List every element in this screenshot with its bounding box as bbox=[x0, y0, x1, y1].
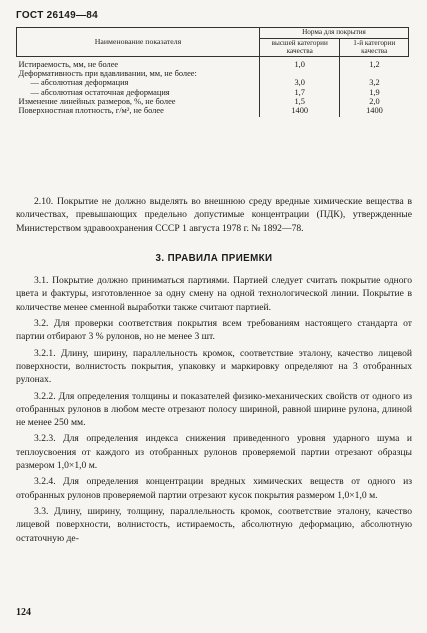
table-row bbox=[17, 57, 409, 70]
section-title: 3. ПРАВИЛА ПРИЕМКИ bbox=[155, 252, 273, 264]
paragraph-2-10: 2.10. Покрытие не должно выделять во внешнюю среду вредные химические вещества в количествах, превышающих предельно допустимые концентрации (ПДК), утвержденные Министерством здравоохранения СССР 1 августа 1978 г. № 1892—78. bbox=[16, 196, 412, 234]
row-first-value: 1400 bbox=[366, 105, 383, 115]
norms-table bbox=[16, 27, 409, 117]
col-header-norm: Норма для покрытия bbox=[260, 28, 409, 39]
row-first-value: 1,9 bbox=[369, 87, 380, 97]
table-row bbox=[17, 88, 409, 97]
paragraph-3-2-2: 3.2.2. Для определения толщины и показателей физико-механических свойств от одного из отобранных рулонов в любом месте отрезают полосу шириной, равной ширине рулона, длиной не менее 250 мм. bbox=[16, 390, 412, 429]
table-row bbox=[17, 97, 409, 106]
row-name: Изменение линейных размеров, %, не более bbox=[17, 97, 260, 106]
col-header-name: Наименование показателя bbox=[17, 28, 260, 57]
table-row bbox=[17, 106, 409, 117]
body-text bbox=[16, 195, 412, 548]
paragraph-3-2-3: 3.2.3. Для определения индекса снижения приведенного уровня ударного шума и теплоусвоения от каждого из отобранных рулонов проверяемой партии отрезают образцы размером 1,0×1,0 м. bbox=[16, 433, 412, 472]
row-first-value bbox=[340, 69, 409, 78]
row-top-value: 1,5 bbox=[260, 97, 340, 106]
row-top-value bbox=[260, 69, 340, 78]
row-name: — абсолютная деформация bbox=[17, 78, 260, 87]
standard-header: ГОСТ 26149—84 bbox=[16, 10, 99, 21]
row-top-value: 3,0 bbox=[260, 78, 340, 87]
col-header-first-grade: 1-й категории качества bbox=[340, 38, 409, 57]
row-top-value: 1,0 bbox=[260, 57, 340, 70]
table-row bbox=[17, 78, 409, 87]
col-header-top-grade: высшей категории качества bbox=[260, 38, 340, 57]
row-name: Истираемость, мм, не более bbox=[17, 57, 260, 70]
row-first-value: 1,2 bbox=[369, 60, 380, 70]
row-first-value: 2,0 bbox=[369, 96, 380, 106]
row-top-value: 1400 bbox=[260, 106, 340, 117]
row-first-value: 3,2 bbox=[369, 78, 380, 88]
paragraph-3-1: 3.1. Покрытие должно приниматься партиями. Партией следует считать покрытие одного цвета и фактуры, изготовленное за одну смену на одной технологической линии. Покрытие в количестве менее сменной выработки также считают партией. bbox=[16, 275, 412, 313]
table-row bbox=[17, 69, 409, 78]
row-name: Поверхностная плотность, г/м², не более bbox=[17, 106, 260, 117]
row-name: Деформативность при вдавливании, мм, не более: bbox=[17, 69, 260, 78]
paragraph-3-2: 3.2. Для проверки соответствия покрытия всем требованиям настоящего стандарта от партии отбирают 3 % рулонов, но не менее 3 шт. bbox=[16, 318, 412, 343]
row-name: — абсолютная остаточная деформация bbox=[17, 88, 260, 97]
page-number: 124 bbox=[16, 607, 31, 618]
paragraph-3-3: 3.3. Длину, ширину, толщину, параллельность кромок, соответствие эталону, качество лицевой поверхности, волнистость, истираемость, абсолютную деформацию, абсолютную остаточную де- bbox=[16, 505, 412, 544]
row-top-value: 1,7 bbox=[260, 88, 340, 97]
paragraph-3-2-4: 3.2.4. Для определения концентрации вредных химических веществ от одного из отобранных рулонов проверяемой партии отрезают кусок покрытия размером 1,0×1,0 м. bbox=[16, 476, 412, 501]
paragraph-3-2-1: 3.2.1. Длину, ширину, параллельность кромок, соответствие эталону, качество лицевой поверхности, волнистость покрытия, упаковку и маркировку определяют на 3 отобранных рулонах. bbox=[16, 347, 412, 386]
